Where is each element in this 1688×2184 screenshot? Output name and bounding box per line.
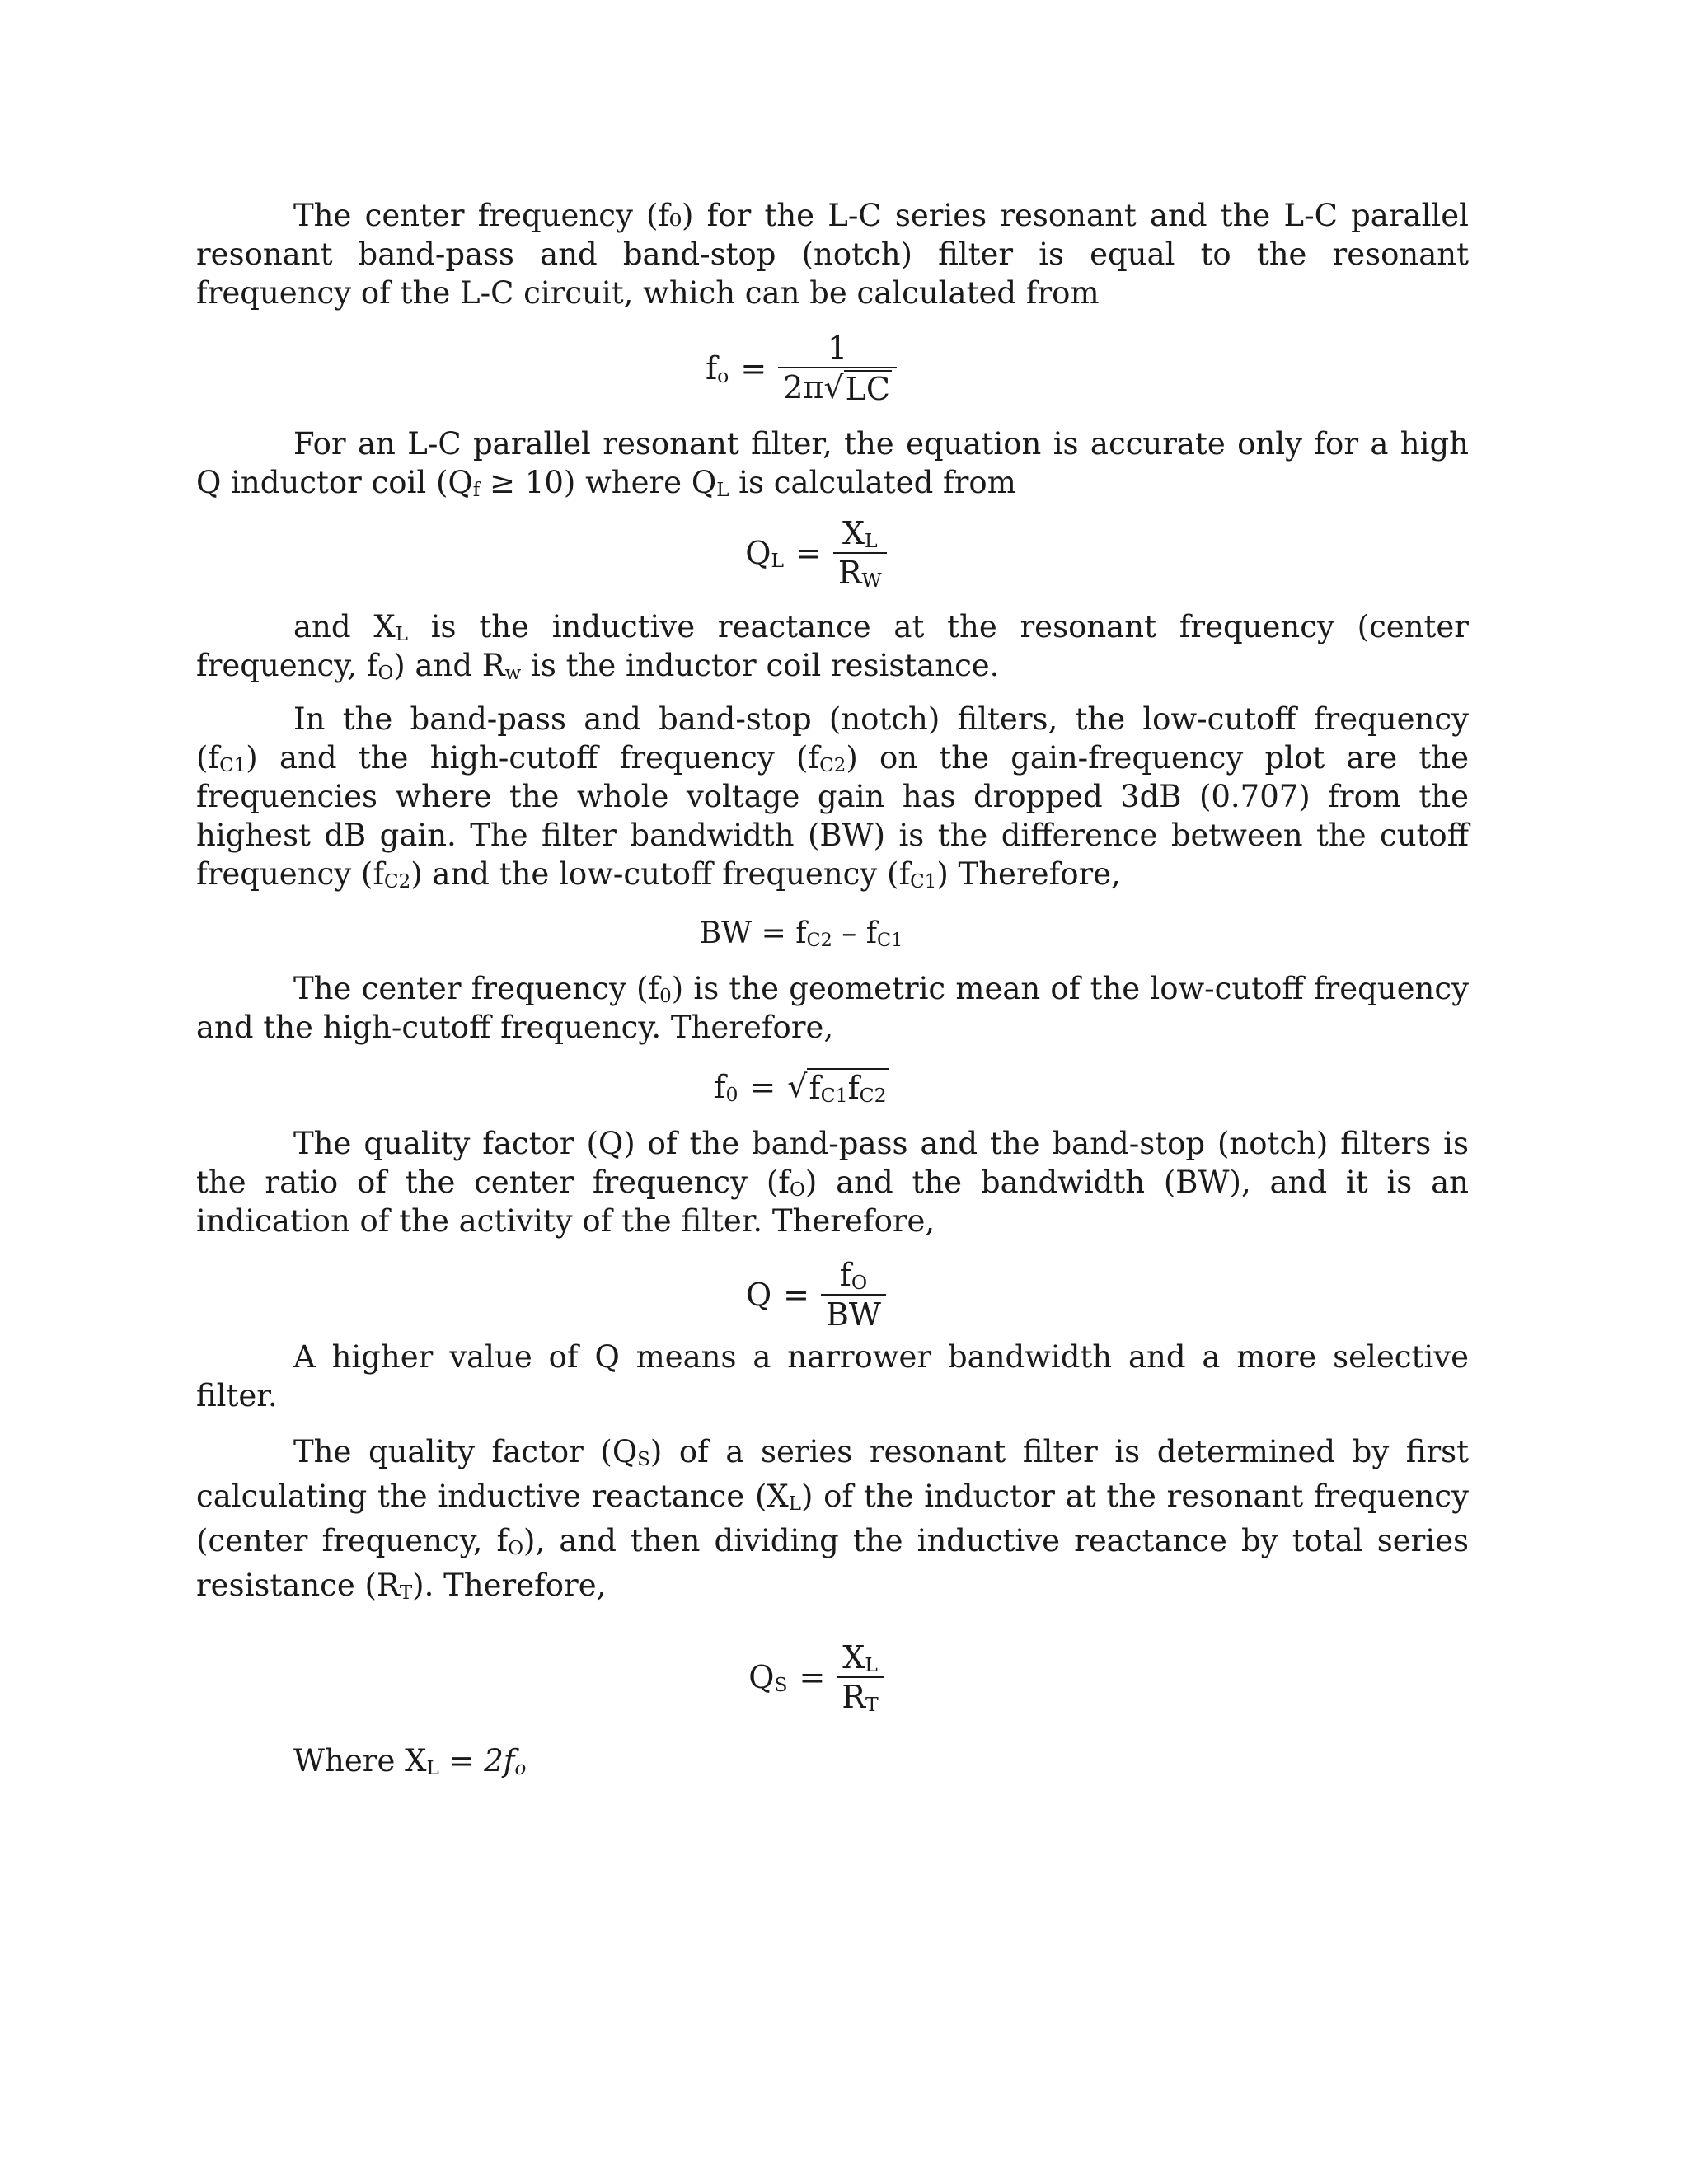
- equation-geometric-mean: [165, 1062, 1437, 1113]
- paragraph-cutoff-frequencies: In the band-pass and band-stop (notch) filters, the low-cutoff frequency (fC1) and the high-cutoff frequency (fC2) on the gain-frequency plot are the frequencies where the whole voltage gain has dropped 3dB (0.707) from the highest dB gain. The filter bandwidth (BW) is the difference between the cutoff frequency (fC2) and the low-cutoff frequency (fC1) Therefore,: [196, 701, 1469, 893]
- eq2-fraction: [833, 515, 887, 593]
- equation-resonant-frequency: [165, 330, 1437, 406]
- eq5-lhs: Q: [746, 1277, 772, 1313]
- eq3-expression: BW = fC2 – fC1: [699, 916, 903, 951]
- equation-bandwidth: [165, 912, 1437, 954]
- eq6-lhs: QS: [748, 1659, 788, 1697]
- eq1-lhs: fo: [706, 350, 729, 388]
- eq1-denominator: 2π √ LC: [778, 367, 897, 406]
- page-content: [196, 196, 1469, 1780]
- equation-series-q: [180, 1638, 1452, 1717]
- eq4-lhs: f0: [714, 1069, 738, 1107]
- eq6-equals: =: [799, 1659, 826, 1695]
- eq6-numerator: XL: [842, 1639, 878, 1677]
- equation-inductor-q: [180, 513, 1452, 593]
- eq1-numerator: 1: [827, 330, 848, 366]
- eq1-fraction: [778, 330, 897, 406]
- eq2-denominator: RW: [833, 552, 887, 590]
- eq5-denominator: BW: [821, 1294, 886, 1332]
- eq1-equals: =: [740, 350, 767, 387]
- eq2-numerator: XL: [842, 515, 878, 553]
- paragraph-quality-factor: The quality factor (Q) of the band-pass and the band-stop (notch) filters is the ratio of the center frequency (fO) and the bandwidth (BW), and it is an indication of the activity of the filter. Therefore,: [196, 1126, 1469, 1239]
- paragraph-geometric-mean: The center frequency (f0) is the geometric mean of the low-cutoff frequency and the high-cutoff frequency. Therefore,: [196, 971, 1469, 1045]
- eq5-fraction: [821, 1258, 886, 1332]
- paragraph-higher-q: A higher value of Q means a narrower bandwidth and a more selective filter.: [196, 1339, 1469, 1413]
- paragraph-inductive-reactance: and XL is the inductive reactance at the resonant frequency (center frequency, fO) and Rw is the inductor coil resistance.: [196, 609, 1469, 685]
- eq4-radical: √ fC1fC2: [787, 1068, 887, 1108]
- paragraph-series-q: The quality factor (QS) of a series resonant filter is determined by first calculating the inductive reactance (XL) of the inductor at the resonant frequency (center frequency, fO), and then dividing the inductive reactance by total series resistance (RT). Therefore,: [196, 1434, 1469, 1605]
- eq6-fraction: [837, 1639, 883, 1717]
- paragraph-center-frequency-intro: The center frequency (f₀) for the L-C series resonant and the L-C parallel resonant band-pass and band-stop (notch) filter is equal to the resonant frequency of the L-C circuit, which can be calculated from: [196, 198, 1469, 311]
- eq5-equals: =: [783, 1277, 809, 1313]
- eq5-numerator: fO: [839, 1257, 868, 1295]
- eq2-equals: =: [795, 535, 822, 571]
- where-xl-definition: Where XL = 2fo: [293, 1743, 527, 1780]
- equation-q-ratio: [180, 1255, 1452, 1334]
- paragraph-parallel-resonant: For an L-C parallel resonant filter, the equation is accurate only for a high Q inductor coil (Qf ≥ 10) where QL is calculated from: [196, 426, 1469, 502]
- eq6-denominator: RT: [837, 1676, 883, 1714]
- eq4-equals: =: [749, 1069, 776, 1105]
- eq2-lhs: QL: [745, 535, 785, 573]
